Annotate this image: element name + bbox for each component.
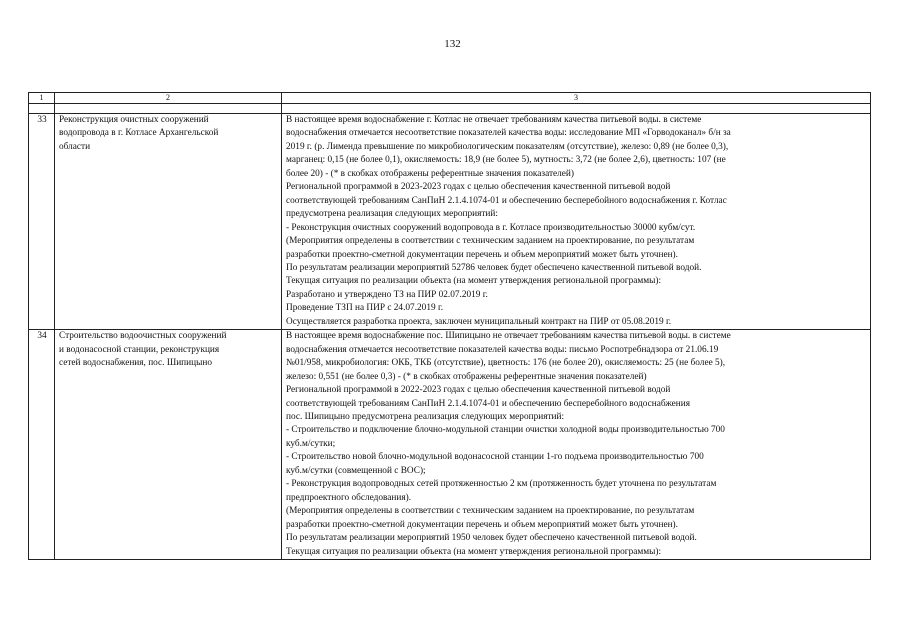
description-line: - Строительство и подключение блочно-модульной станции очистки холодной воды производительностью 700 bbox=[286, 425, 725, 436]
header-cell-1: 1 bbox=[29, 93, 55, 104]
description-line: водоснабжения отмечается несоответствие показателей качества воды: письмо Роспотребнадзора от 21.06.19 bbox=[286, 344, 719, 355]
description-line: разработки проектно-сметной документации перечень и объем мероприятий может быть уточнен). bbox=[286, 249, 678, 260]
name-line: Строительство водоочистных сооружений bbox=[59, 331, 227, 342]
description-line: соответствующей требованиям СанПиН 2.1.4.1074-01 и обеспечению бесперебойного водоснабжения bbox=[286, 398, 690, 409]
object-name bbox=[55, 114, 282, 330]
table-row bbox=[29, 330, 871, 560]
name-line: водопровода в г. Котласе Архангельской bbox=[59, 128, 219, 139]
description-line: предпроектного обследования). bbox=[286, 492, 412, 503]
description-line: соответствующей требованиям СанПиН 2.1.4.1074-01 и обеспечению бесперебойного водоснабжения г. Котлас bbox=[286, 195, 727, 206]
description-line: Осуществляется разработка проекта, заключен муниципальный контракт на ПИР от 05.08.2019 г. bbox=[286, 316, 672, 327]
description-line: пос. Шипицыно предусмотрена реализация следующих мероприятий: bbox=[286, 411, 565, 422]
description-line: По результатам реализации мероприятий 1950 человек будет обеспечено качественной питьевой водой. bbox=[286, 533, 697, 544]
description-line: 2019 г. (р. Лименда превышение по микробиологическим показателям (отсутствие), железо: 0,89 (не более 0,3), bbox=[286, 141, 729, 152]
description-line: Региональной программой в 2023-2023 годах с целью обеспечения качественной питьевой водой bbox=[286, 182, 671, 193]
description-line: куб.м/сутки; bbox=[286, 438, 336, 449]
description-line: По результатам реализации мероприятий 52786 человек будет обеспечено качественной питьевой водой. bbox=[286, 262, 702, 273]
header-cell-2: 2 bbox=[55, 93, 282, 104]
description-line: Текущая ситуация по реализации объекта (на момент утверждения региональной программы): bbox=[286, 276, 662, 287]
description-line: - Реконструкция очистных сооружений водопровода в г. Котласе производительностью 30000 кубм/сут. bbox=[286, 222, 696, 233]
description-line: железо: 0,551 (не более 0,3) - (* в скобках отображены референтные значения показателей) bbox=[286, 371, 647, 382]
spacer-row bbox=[29, 104, 871, 114]
name-line: области bbox=[59, 141, 91, 152]
description-line: В настоящее время водоснабжение пос. Шипицыно не отвечает требованиям качества питьевой воды. в системе bbox=[286, 331, 731, 342]
description-line: Текущая ситуация по реализации объекта (на момент утверждения региональной программы): bbox=[286, 546, 662, 557]
object-name bbox=[55, 330, 282, 560]
header-cell-3: 3 bbox=[282, 93, 871, 104]
name-line: сетей водоснабжения, пос. Шипицыно bbox=[59, 358, 212, 369]
description-line: предусмотрена реализация следующих мероприятий: bbox=[286, 209, 498, 220]
table-row bbox=[29, 114, 871, 330]
description-line: разработки проектно-сметной документации перечень и объем мероприятий может быть уточнен). bbox=[286, 519, 678, 530]
name-line: Реконструкция очистных сооружений bbox=[59, 115, 209, 125]
object-description bbox=[282, 330, 871, 560]
description-line: марганец: 0,15 (не более 0,1), окисляемость: 18,9 (не более 5), мутность: 3,72 (не более 2,6), цветность: 107 (не bbox=[286, 155, 726, 166]
description-line: - Строительство новой блочно-модульной водонасосной станции 1-го подъема производительностью 700 bbox=[286, 452, 704, 463]
description-line: В настоящее время водоснабжение г. Котлас не отвечает требованиям качества питьевой воды. в системе bbox=[286, 115, 702, 125]
description-line: (Мероприятия определены в соответствии с техническим заданием на проектирование, по результатам bbox=[286, 506, 695, 517]
description-line: куб.м/сутки (совмещенной с ВОС); bbox=[286, 465, 426, 476]
description-line: Проведение ТЗП на ПИР с 24.07.2019 г. bbox=[286, 303, 444, 314]
object-description bbox=[282, 114, 871, 330]
description-line: №01/958, микробиология: ОКБ, ТКБ (отсутствие), цветность: 176 (не более 20), окисляемость: 25 (не более 5), bbox=[286, 358, 726, 369]
column-number-header bbox=[29, 93, 871, 104]
description-line: более 20) - (* в скобках отображены референтные значения показателей) bbox=[286, 168, 574, 179]
name-line: и водонасосной станции, реконструкция bbox=[59, 344, 220, 355]
description-line: Региональной программой в 2022-2023 годах с целью обеспечения качественной питьевой водой bbox=[286, 385, 671, 396]
row-number: 34 bbox=[29, 330, 55, 560]
page-number: 132 bbox=[444, 38, 461, 50]
project-table bbox=[28, 92, 871, 560]
description-line: - Реконструкция водопроводных сетей протяженностью 2 км (протяженность будет уточнена по результатам bbox=[286, 479, 717, 490]
row-number: 33 bbox=[29, 114, 55, 330]
description-line: водоснабжения отмечается несоответствие показателей качества воды: исследование МП «Горводоканал» б/н за bbox=[286, 128, 731, 139]
description-line: (Мероприятия определены в соответствии с техническим заданием на проектирование, по результатам bbox=[286, 236, 695, 247]
description-line: Разработано и утверждено ТЗ на ПИР 02.07.2019 г. bbox=[286, 289, 488, 300]
